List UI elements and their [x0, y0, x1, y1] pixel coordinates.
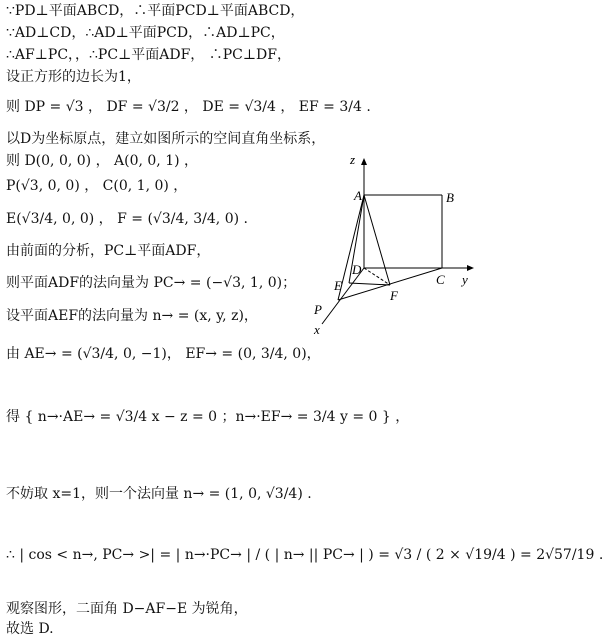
line-3: ∴AF⊥PC，，∴PC⊥平面ADF， ∴PC⊥DF，	[6, 47, 291, 63]
line-18: 故选 D.	[6, 621, 54, 637]
label-D: D	[352, 262, 362, 277]
line-14: 得 { n→·AE→ = √3/4 x − z = 0 ；n→·EF→ = 3/4 y = 0 } ，	[6, 409, 410, 425]
label-P: P	[314, 302, 322, 317]
line-5: 则 DP = √3 ， DF = √3/2 ， DE = √3/4 ， EF = 3/4 .	[6, 99, 371, 115]
line-13: 由 AE→ = (√3/4, 0, −1)， EF→ = (0, 3/4, 0)，	[6, 346, 321, 362]
line-2: ∵AD⊥CD，∴AD⊥平面PCD，∴AD⊥PC，	[6, 25, 285, 41]
line-8: P(√3, 0, 0) ， C(0, 1, 0) ，	[6, 178, 188, 194]
label-C: C	[436, 272, 445, 287]
line-4: 设正方形的边长为1，	[6, 69, 141, 85]
line-15: 不妨取 x=1，则一个法向量 n→ = (1, 0, √3/4) .	[6, 486, 312, 502]
line-10: 由前面的分析，PC⊥平面ADF，	[6, 243, 211, 259]
edge-AF	[364, 195, 390, 285]
label-A: A	[354, 188, 362, 203]
line-16: ∴ | cos < n→, PC→ >| = | n→·PC→ | / ( | n→ || PC→ | ) = √3 / ( 2 × √19/4 ) = 2√57/19 .	[6, 547, 603, 563]
label-y: y	[462, 272, 468, 287]
line-6: 以D为坐标原点，建立如图所示的空间直角坐标系，	[6, 131, 326, 147]
label-z: z	[350, 152, 356, 167]
line-12: 设平面AEF的法向量为 n→ = (x, y, z)，	[6, 308, 258, 324]
line-7: 则 D(0, 0, 0) ， A(0, 0, 1) ，	[6, 153, 199, 169]
line-1: ∵PD⊥平面ABCD，∴平面PCD⊥平面ABCD，	[6, 3, 305, 19]
label-E: E	[334, 278, 342, 293]
edge-EF	[349, 283, 390, 285]
line-17: 观察图形，二面角 D−AF−E 为锐角，	[6, 601, 248, 617]
label-B: B	[446, 190, 454, 205]
label-x: x	[314, 322, 320, 337]
coordinate-figure	[300, 150, 480, 335]
z-axis-arrow	[361, 158, 367, 165]
label-F: F	[390, 288, 398, 303]
line-9: E(√3/4, 0, 0) ， F = (√3/4, 3/4, 0) .	[6, 211, 248, 227]
y-axis-arrow	[467, 265, 474, 271]
line-11: 则平面ADF的法向量为 PC→ = (−√3, 1, 0)；	[6, 275, 297, 291]
